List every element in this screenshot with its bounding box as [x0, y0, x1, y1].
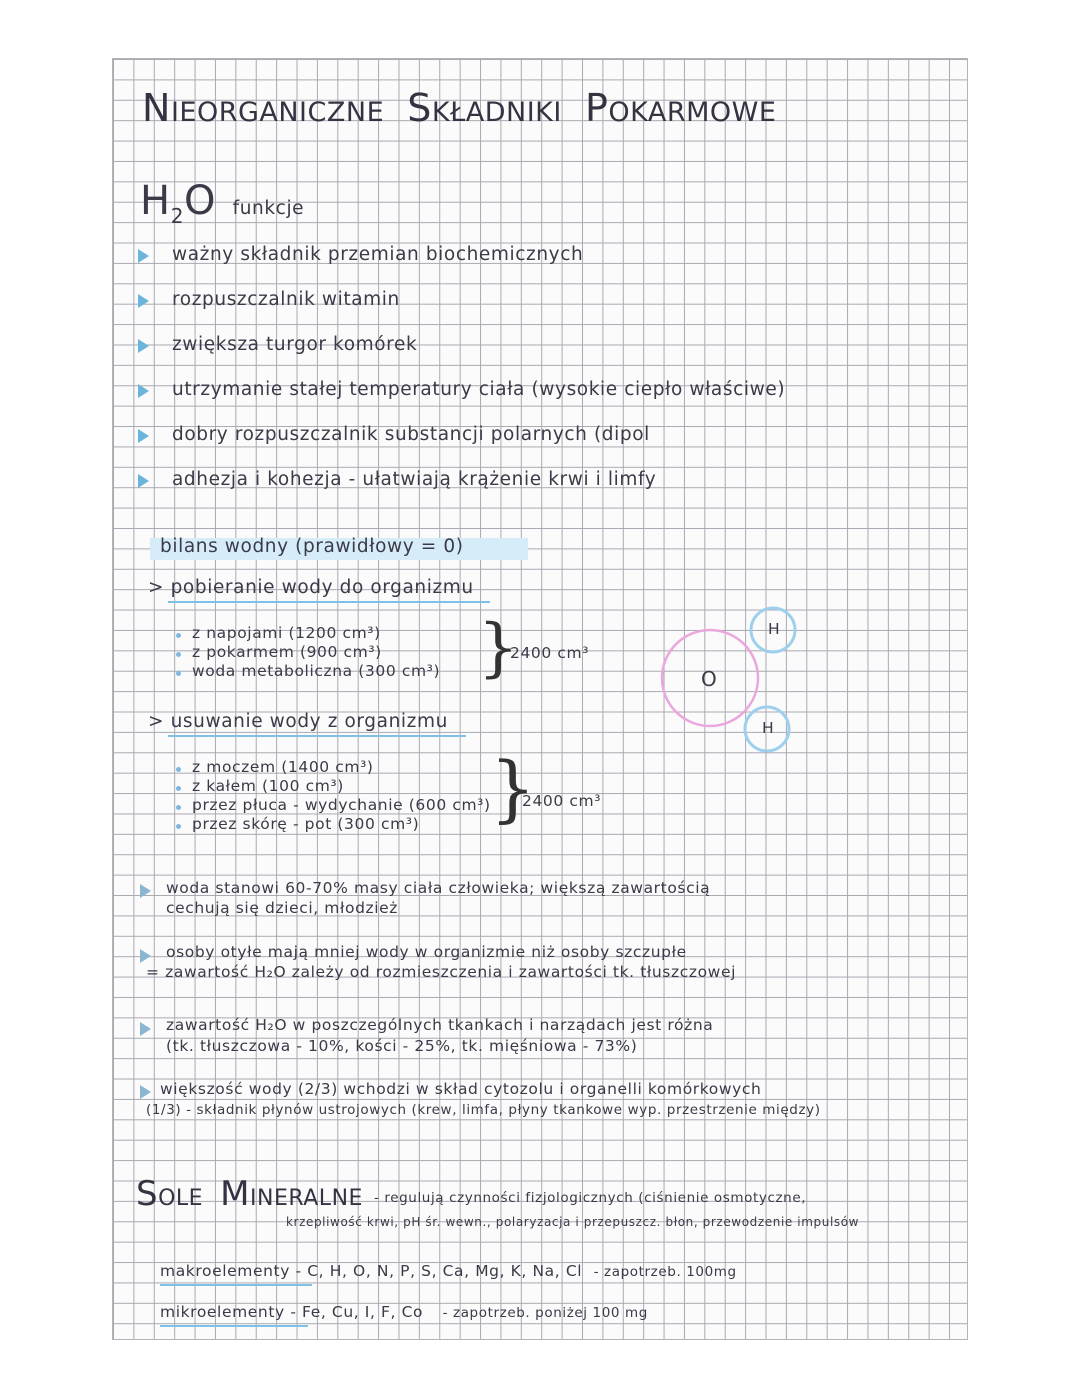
- micro-underline: [160, 1325, 308, 1327]
- output-label: > usuwanie wody z organizmu: [148, 711, 448, 732]
- function-item: zwiększa turgor komórek: [172, 334, 418, 355]
- fact-line: osoby otyłe mają mniej wody w organizmie niż osoby szczupłe: [166, 943, 687, 961]
- minerals-description: krzepliwość krwi, pH śr. wewn., polaryzacja i przepuszcz. błon, przewodzenie impulsów: [286, 1215, 860, 1229]
- intake-item: woda metaboliczna (300 cm³): [192, 662, 441, 680]
- bullet-arrow-icon: [138, 429, 149, 443]
- fact-line: (1/3) - składnik płynów ustrojowych (krew, limfa, płyny tkankowe wyp. przestrzenie między): [146, 1102, 821, 1118]
- bullet-arrow-icon: [140, 1085, 151, 1099]
- bullet-dot-icon: [176, 786, 181, 791]
- hydrogen-label-top: H: [768, 620, 781, 638]
- bullet-arrow-icon: [140, 884, 151, 898]
- bullet-dot-icon: [176, 805, 181, 810]
- water-molecule-drawing: [660, 590, 820, 760]
- bullet-arrow-icon: [138, 294, 149, 308]
- minerals-heading: SOLE MINERALNE: [136, 1174, 363, 1214]
- bullet-arrow-icon: [138, 474, 149, 488]
- minerals-description: - regulują czynności fizjologicznych (ciśnienie osmotyczne,: [374, 1190, 807, 1206]
- output-brace: }: [490, 746, 536, 830]
- fact-line: (tk. tłuszczowa - 10%, kości - 25%, tk. mięśniowa - 73%): [166, 1037, 638, 1055]
- intake-underline: [168, 601, 490, 603]
- bullet-dot-icon: [176, 824, 181, 829]
- water-heading: $H_2O$ funkcje: [140, 178, 305, 228]
- bullet-dot-icon: [176, 633, 181, 638]
- fact-line: większość wody (2/3) wchodzi w skład cytozolu i organelli komórkowych: [160, 1080, 762, 1098]
- fact-line: cechują się dzieci, młodzież: [166, 899, 399, 917]
- output-item: z kałem (100 cm³): [192, 777, 344, 795]
- oxygen-label: O: [701, 667, 718, 691]
- fact-line: woda stanowi 60-70% masy ciała człowieka; większą zawartością: [166, 879, 711, 897]
- bullet-dot-icon: [176, 767, 181, 772]
- intake-brace: }: [478, 611, 519, 685]
- bullet-arrow-icon: [138, 339, 149, 353]
- macroelements-row: makroelementy - C, H, O, N, P, S, Ca, Mg, K, Na, Cl - zapotrzeb. 100mg: [160, 1262, 737, 1280]
- fact-line: = zawartość H₂O zależy od rozmieszczenia i zawartości tk. tłuszczowej: [146, 963, 736, 981]
- bullet-dot-icon: [176, 652, 181, 657]
- hydrogen-label-bottom: H: [762, 719, 775, 737]
- function-item: dobry rozpuszczalnik substancji polarnych (dipol: [172, 424, 650, 445]
- macro-underline: [160, 1284, 312, 1286]
- bullet-arrow-icon: [140, 1022, 151, 1036]
- output-item: z moczem (1400 cm³): [192, 758, 374, 776]
- bullet-arrow-icon: [138, 384, 149, 398]
- page-title: NIEORGANICZNE SKŁADNIKI POKARMOWE: [142, 86, 777, 130]
- intake-total: 2400 cm³: [510, 644, 590, 662]
- function-item: rozpuszczalnik witamin: [172, 289, 400, 310]
- output-underline: [168, 735, 466, 737]
- function-item: ważny składnik przemian biochemicznych: [172, 244, 584, 265]
- function-item: utrzymanie stałej temperatury ciała (wysokie ciepło właściwe): [172, 379, 786, 400]
- fact-line: zawartość H₂O w poszczególnych tkankach i narządach jest różna: [166, 1016, 714, 1034]
- intake-item: z napojami (1200 cm³): [192, 624, 381, 642]
- bullet-arrow-icon: [140, 949, 151, 963]
- output-total: 2400 cm³: [522, 792, 602, 810]
- output-item: przez płuca - wydychanie (600 cm³): [192, 796, 491, 814]
- intake-item: z pokarmem (900 cm³): [192, 643, 382, 661]
- bullet-arrow-icon: [138, 249, 149, 263]
- microelements-row: mikroelementy - Fe, Cu, I, F, Co - zapotrzeb. poniżej 100 mg: [160, 1303, 648, 1321]
- intake-label: > pobieranie wody do organizmu: [148, 577, 474, 598]
- bullet-dot-icon: [176, 671, 181, 676]
- output-item: przez skórę - pot (300 cm³): [192, 815, 420, 833]
- function-item: adhezja i kohezja - ułatwiają krążenie krwi i limfy: [172, 469, 657, 490]
- balance-heading: bilans wodny (prawidłowy = 0): [160, 536, 464, 557]
